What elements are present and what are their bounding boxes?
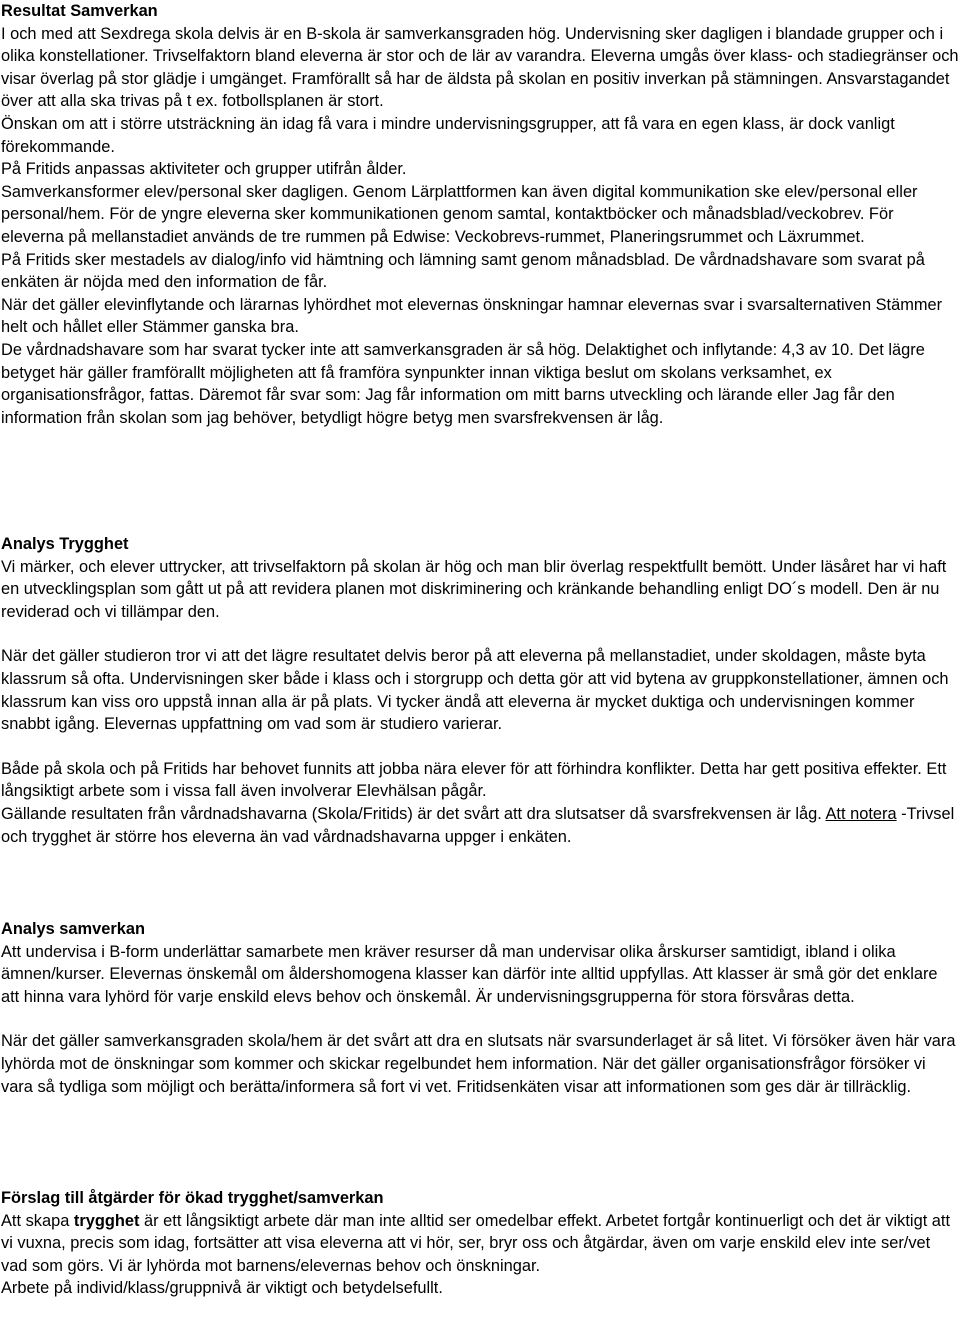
section-heading: Analys Trygghet [1, 535, 129, 553]
paragraph [1, 803, 959, 848]
paragraph: Att undervisa i B-form underlättar samarbete men kräver resurser då man undervisar olika årskurser samtidigt, ibland i olika ämnen/kurser. Elevernas önskemål om åldershomogena klasser kan därför inte alltid uppfyllas. Att klasser är små gör det enklare att hinna vara lyhörd för varje enskild elevs behov och önskemål. Är undervisningsgrupperna för stora försvåras detta. [1, 942, 938, 1006]
section-resultat-samverkan [1, 0, 959, 429]
paragraph: Vi märker, och elever uttrycker, att trivselfaktorn på skolan är hög och man blir överlag respektfullt bemött. Under läsåret har vi haft en utvecklingsplan som gått ut på att revidera planen mot diskriminering och kränkande behandling enligt DO´s modell. Den är nu reviderad och vi tillämpar den. [1, 557, 947, 621]
paragraph-text: är ett långsiktigt arbete där man inte alltid ser omedelbar effekt. Arbetet fortgår kontinuerligt och det är viktigt att vi vuxna, precis som idag, fortsätter att visa eleverna att vi hör, ser, bryr oss och åtgärdar, även om varje enskild elev inte ser/vet vad som görs. Vi är lyhörda mot barnens/elevernas behov och önskningar. [1, 1211, 951, 1275]
paragraph [1, 1210, 959, 1278]
section-heading: Analys samverkan [1, 920, 145, 938]
paragraph: När det gäller samverkansgraden skola/hem är det svårt att dra en slutsats när svarsunderlaget är så litet. Vi försöker även här vara lyhörda mot de önskningar som kommer och skickar regelbundet hem information. När det gäller organisationsfrågor försöker vi vara så tydliga som möjligt och berätta/informera så fort vi vet. Fritidsenkäten visar att informationen som ges där är tillräcklig. [1, 1032, 956, 1096]
section-heading: Resultat Samverkan [1, 2, 158, 20]
section-heading: Förslag till åtgärder för ökad trygghet/samverkan [1, 1189, 384, 1207]
paragraph: Samverkansformer elev/personal sker dagligen. Genom Lärplattformen kan även digital kommunikation ske elev/personal eller personal/hem. För de yngre eleverna sker kommunikationen genom samtal, kontaktböcker och månadsblad/veckobrev. För eleverna på mellanstadiet används de tre rummen på Edwise: Veckobrevs-rummet, Planeringsrummet och Läxrummet. [1, 182, 918, 246]
emphasized-word: trygghet [73, 1211, 140, 1230]
paragraph-text: Gällande resultaten från vårdnadshavarna (Skola/Fritids) är det svårt att dra slutsatser då svarsfrekvensen är låg. [1, 804, 826, 823]
underlined-note: Att notera [825, 804, 897, 823]
paragraph: Önskan om att i större utsträckning än idag få vara i mindre undervisningsgrupper, att få vara en egen klass, är dock vanligt förekommande. [1, 114, 895, 156]
paragraph: När det gäller elevinflytande och lärarnas lyhördhet mot elevernas önskningar hamnar elevernas svar i svarsalternativen Stämmer helt och hållet eller Stämmer ganska bra. [1, 295, 943, 337]
paragraph: När det gäller studieron tror vi att det lägre resultatet delvis beror på att eleverna på mellanstadiet, under skoldagen, måste byta klassrum så ofta. Undervisningen sker både i klass och i storgrupp och detta gör att vid bytena av gruppkonstellationer, ämnen och klassrum kan viss oro uppstå innan alla är på plats. Vi tycker ändå att eleverna är mycket duktiga och undervisningen kommer snabbt igång. Elevernas uppfattning om vad som är studiero varierar. [1, 647, 949, 734]
paragraph: Både på skola och på Fritids har behovet funnits att jobba nära elever för att förhindra konflikter. Detta har gett positiva effekter. Ett långsiktigt arbete som i vissa fall även involverar Elevhälsan pågår. [1, 759, 947, 801]
paragraph: På Fritids anpassas aktiviteter och grupper utifrån ålder. [1, 160, 407, 179]
paragraph-text: Att skapa [1, 1211, 74, 1230]
section-forslag-atgarder [1, 1187, 959, 1300]
paragraph: Arbete på individ/klass/gruppnivå är viktigt och betydelsefullt. [1, 1279, 443, 1298]
section-analys-trygghet [1, 533, 959, 848]
paragraph: I och med att Sexdrega skola delvis är en B-skola är samverkansgraden hög. Undervisning sker dagligen i blandade grupper och i olika konstellationer. Trivselfaktorn bland eleverna är stor och de lär av varandra. Eleverna umgås över klass- och stadiegränser och visar överlag på stor glädje i umgänget. Framförallt så har de äldsta på skolan en positiv inverkan på stämningen. Ansvarstagandet över att alla ska trivas på t ex. fotbollsplanen är stort. [1, 24, 959, 111]
paragraph: På Fritids sker mestadels av dialog/info vid hämtning och lämning samt genom månadsblad. De vårdnadshavare som svarat på enkäten är nöjda med den information de får. [1, 250, 925, 292]
paragraph-text: -Trivsel och trygghet är större hos eleverna än vad vårdnadshavarna uppger i enkäten. [1, 804, 955, 846]
paragraph: De vårdnadshavare som har svarat tycker inte att samverkansgraden är så hög. Delaktighet och inflytande: 4,3 av 10. Det lägre betyget här gäller framförallt möjligheten att få framföra synpunkter innan viktiga beslut om skolans verksamhet, ex organisationsfrågor, fattas. Däremot får svar som: Jag får information om mitt barns utveckling och lärande eller Jag får den information från skolan som jag behöver, betydligt högre betyg men svarsfrekvensen är låg. [1, 340, 925, 427]
section-analys-samverkan [1, 918, 959, 1098]
